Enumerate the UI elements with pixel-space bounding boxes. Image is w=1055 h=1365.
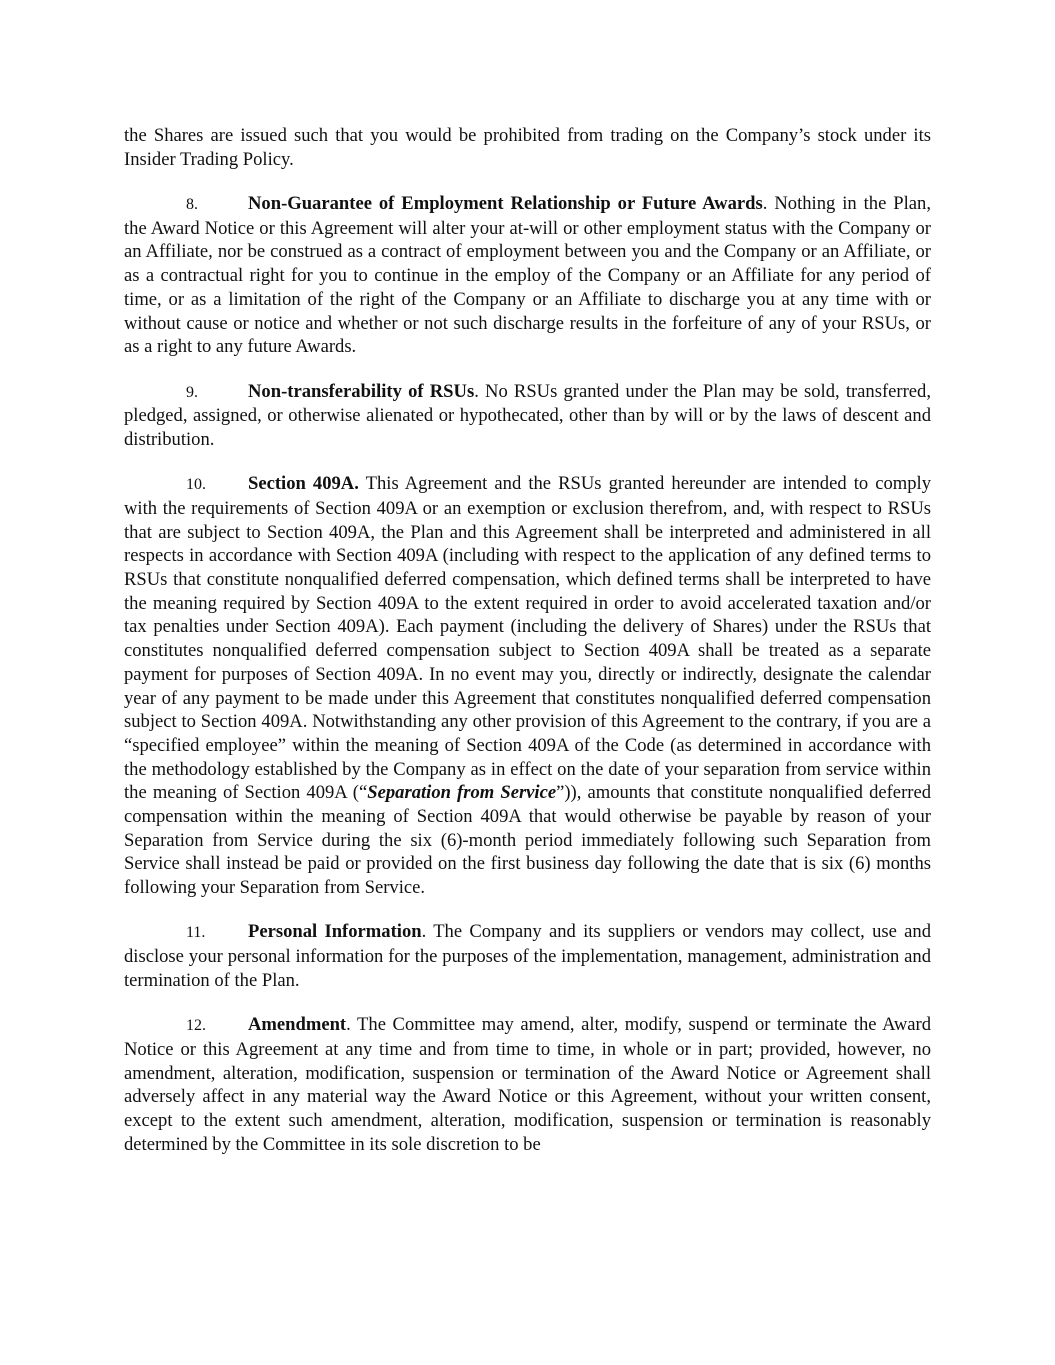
section-title-suffix: . — [421, 921, 427, 943]
section-title-suffix: . — [762, 193, 768, 214]
section-number: 12. — [186, 1017, 206, 1035]
continuation-paragraph: the Shares are issued such that you would be prohibited from trading on the Company’s stock under its Insider Trading Policy. — [124, 125, 931, 170]
section-body-before: This Agreement and the RSUs granted hereunder are intended to comply with the requirements of Section 409A or an exemption or exclusion therefrom, and, with respect to RSUs that are subject to Section 409A, the Plan and this Agreement shall be interpreted and administered in all respects in accordance with Section 409A (including with respect to the application of any defined terms to RSUs that constitute nonqualified deferred compensation, which defined terms shall be interpreted to have the meaning required by Section 409A to the extent required in order to avoid accelerated taxation and/or tax penalties under Section 409A). Each payment (including the delivery of Shares) under the RSUs that constitutes nonqualified deferred compensation subject to Section 409A shall be treated as a separate payment for purposes of Section 409A. In no event may you, directly or indirectly, designate the calendar year of any payment to be made under this Agreement that constitutes nonqualified deferred compensation subject to Section 409A. Notwithstanding any other provision of this Agreement to the contrary, if you are a “specified employee” within the meaning of Section 409A of the Code (as determined in accordance with the methodology established by the Company as in effect on the date of your separation from service within the meaning of Section 409A (“ — [124, 473, 931, 804]
section-12 — [124, 1013, 931, 1156]
section-body: The Company and its suppliers or vendors may collect, use and disclose your personal information for the purposes of the implementation, management, administration and termination of the Plan. — [124, 921, 931, 991]
section-body: Nothing in the Plan, the Award Notice or this Agreement will alter your at-will or other employment status with the Company or an Affiliate, nor be construed as a contract of employment between you and the Company or an Affiliate, or as a contractual right for you to continue in the employ of the Company or an Affiliate for any period of time, or as a limitation of the right of the Company or an Affiliate to discharge you at any time with or without cause or notice and whether or not such discharge results in the forfeiture of any of your RSUs, or as a right to any future Awards. — [124, 193, 931, 358]
section-number: 8. — [186, 196, 198, 213]
section-title: Non-transferability of RSUs — [248, 380, 475, 402]
section-title-suffix: . — [346, 1014, 351, 1036]
section-number: 11. — [186, 924, 206, 942]
section-10 — [124, 472, 931, 900]
section-number: 10. — [186, 476, 206, 494]
section-number: 9. — [186, 383, 198, 401]
section-title-suffix: . — [474, 380, 479, 402]
section-9 — [124, 380, 931, 452]
section-title: Amendment — [248, 1014, 347, 1036]
section-title: Personal Information — [248, 921, 422, 943]
section-title: Section 409A. — [248, 473, 359, 495]
section-8 — [124, 192, 931, 359]
section-title: Non-Guarantee of Employment Relationship or Future Awards — [248, 193, 763, 214]
section-11 — [124, 920, 931, 992]
document-page — [124, 124, 931, 1177]
defined-term: Separation from Service — [367, 782, 557, 804]
section-body: No RSUs granted under the Plan may be sold, transferred, pledged, assigned, or otherwise alienated or hypothecated, other than by will or by the laws of descent and distribution. — [124, 380, 931, 450]
section-body: The Committee may amend, alter, modify, suspend or terminate the Award Notice or this Agreement at any time and from time to time, in whole or in part; provided, however, no amendment, alteration, modification, suspension or termination of the Award Notice or Agreement shall adversely affect in any material way the Award Notice or this Agreement, without your written consent, except to the extent such amendment, alteration, modification, suspension or termination is reasonably determined by the Committee in its sole discretion to be — [124, 1014, 931, 1155]
section-body-after: ”)), amounts that constitute nonqualified deferred compensation within the meaning of Section 409A that would otherwise be payable by reason of your Separation from Service during the six (6)-month period immediately following such Separation from Service shall instead be paid or provided on the first business day following the date that is six (6) months following your Separation from Service. — [124, 782, 931, 899]
